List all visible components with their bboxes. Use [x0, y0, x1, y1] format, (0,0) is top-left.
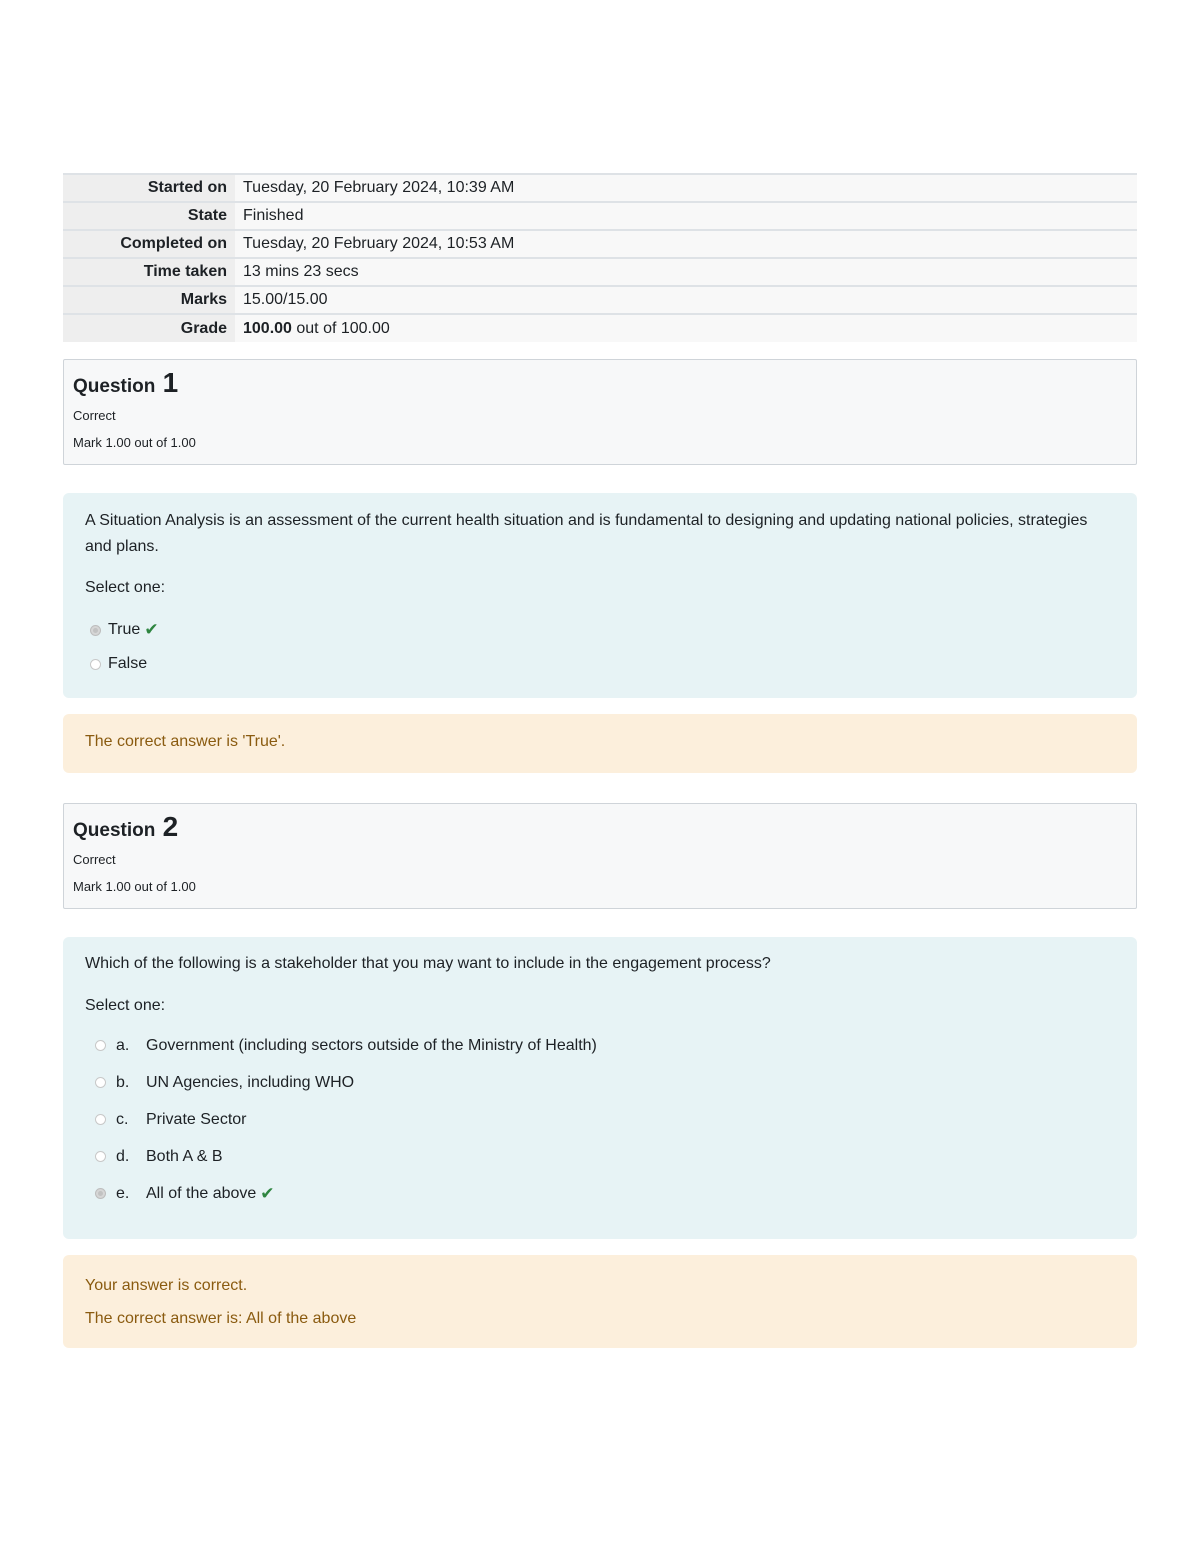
radio-button[interactable] [95, 1151, 106, 1162]
select-one-prompt: Select one: [85, 579, 166, 596]
specific-feedback-text: Your answer is correct. [85, 1277, 248, 1294]
correct-check-icon: ✔ [260, 1183, 275, 1203]
option-label: Both A & B [146, 1147, 223, 1165]
question-state: Correct [73, 408, 116, 423]
question-1-heading [73, 368, 1127, 402]
question-number: 2 [162, 811, 179, 842]
option-label: All of the above [146, 1184, 257, 1202]
select-one-prompt: Select one: [85, 997, 166, 1014]
radio-button[interactable] [95, 1114, 106, 1125]
question-2-formulation [63, 937, 1137, 1239]
summary-value: Tuesday, 20 February 2024, 10:53 AM [235, 230, 1137, 258]
question-number: 1 [162, 367, 179, 398]
radio-button[interactable] [90, 659, 101, 670]
question-1-feedback [63, 714, 1137, 773]
question-mark: Mark 1.00 out of 1.00 [73, 435, 196, 450]
option-label: Private Sector [146, 1110, 247, 1128]
summary-value [235, 314, 1137, 342]
question-text: A Situation Analysis is an assessment of the current health situation and is fundamental to designing and updating national policies, strategies and plans. [85, 512, 1088, 555]
question-state: Correct [73, 852, 116, 867]
quiz-review [63, 173, 1137, 1348]
radio-button[interactable] [95, 1040, 106, 1051]
summary-value: 15.00/15.00 [235, 286, 1137, 314]
summary-row-time-taken [63, 258, 1137, 286]
summary-value: Finished [235, 202, 1137, 230]
grade-out-of: out of 100.00 [291, 319, 390, 337]
question-2-feedback [63, 1255, 1137, 1348]
right-answer-text: The correct answer is: All of the above [85, 1310, 357, 1327]
summary-row-grade [63, 314, 1137, 342]
grade-score: 100.00 [243, 319, 292, 337]
question-text: Which of the following is a stakeholder that you may want to include in the engagement process? [85, 955, 771, 972]
question-2-info [63, 803, 1137, 909]
answer-option-false[interactable] [85, 647, 1115, 681]
radio-button[interactable] [95, 1188, 106, 1199]
answer-option-true[interactable] [85, 613, 1115, 647]
summary-label: Time taken [63, 258, 235, 286]
summary-row-marks [63, 286, 1137, 314]
summary-label: Completed on [63, 230, 235, 258]
answer-option-e[interactable] [85, 1175, 1115, 1212]
question-label: Question [73, 820, 156, 841]
answer-option-a[interactable] [85, 1027, 1115, 1064]
option-label: False [108, 655, 148, 672]
question-2-heading [73, 812, 1127, 846]
radio-button[interactable] [90, 625, 101, 636]
summary-label: Grade [63, 314, 235, 342]
summary-row-state [63, 202, 1137, 230]
question-label: Question [73, 376, 156, 397]
option-label: UN Agencies, including WHO [146, 1073, 355, 1091]
summary-label: State [63, 202, 235, 230]
option-letter: c. [116, 1110, 129, 1128]
summary-label: Marks [63, 286, 235, 314]
option-letter: b. [116, 1073, 130, 1091]
question-mark: Mark 1.00 out of 1.00 [73, 879, 196, 894]
summary-value: Tuesday, 20 February 2024, 10:39 AM [235, 174, 1137, 202]
summary-value: 13 mins 23 secs [235, 258, 1137, 286]
radio-button[interactable] [95, 1077, 106, 1088]
option-letter: d. [116, 1147, 130, 1165]
answer-option-b[interactable] [85, 1064, 1115, 1101]
summary-row-completed [63, 230, 1137, 258]
answer-option-d[interactable] [85, 1138, 1115, 1175]
attempt-summary-table [63, 173, 1137, 342]
right-answer-text: The correct answer is 'True'. [85, 733, 286, 750]
option-label: Government (including sectors outside of the Ministry of Health) [146, 1036, 597, 1054]
question-1-info [63, 359, 1137, 465]
answer-option-c[interactable] [85, 1101, 1115, 1138]
option-letter: a. [116, 1036, 130, 1054]
summary-row-started [63, 174, 1137, 202]
question-1-formulation [63, 493, 1137, 698]
summary-label: Started on [63, 174, 235, 202]
correct-check-icon: ✔ [144, 620, 159, 639]
option-label: True [108, 621, 141, 638]
option-letter: e. [116, 1184, 130, 1202]
